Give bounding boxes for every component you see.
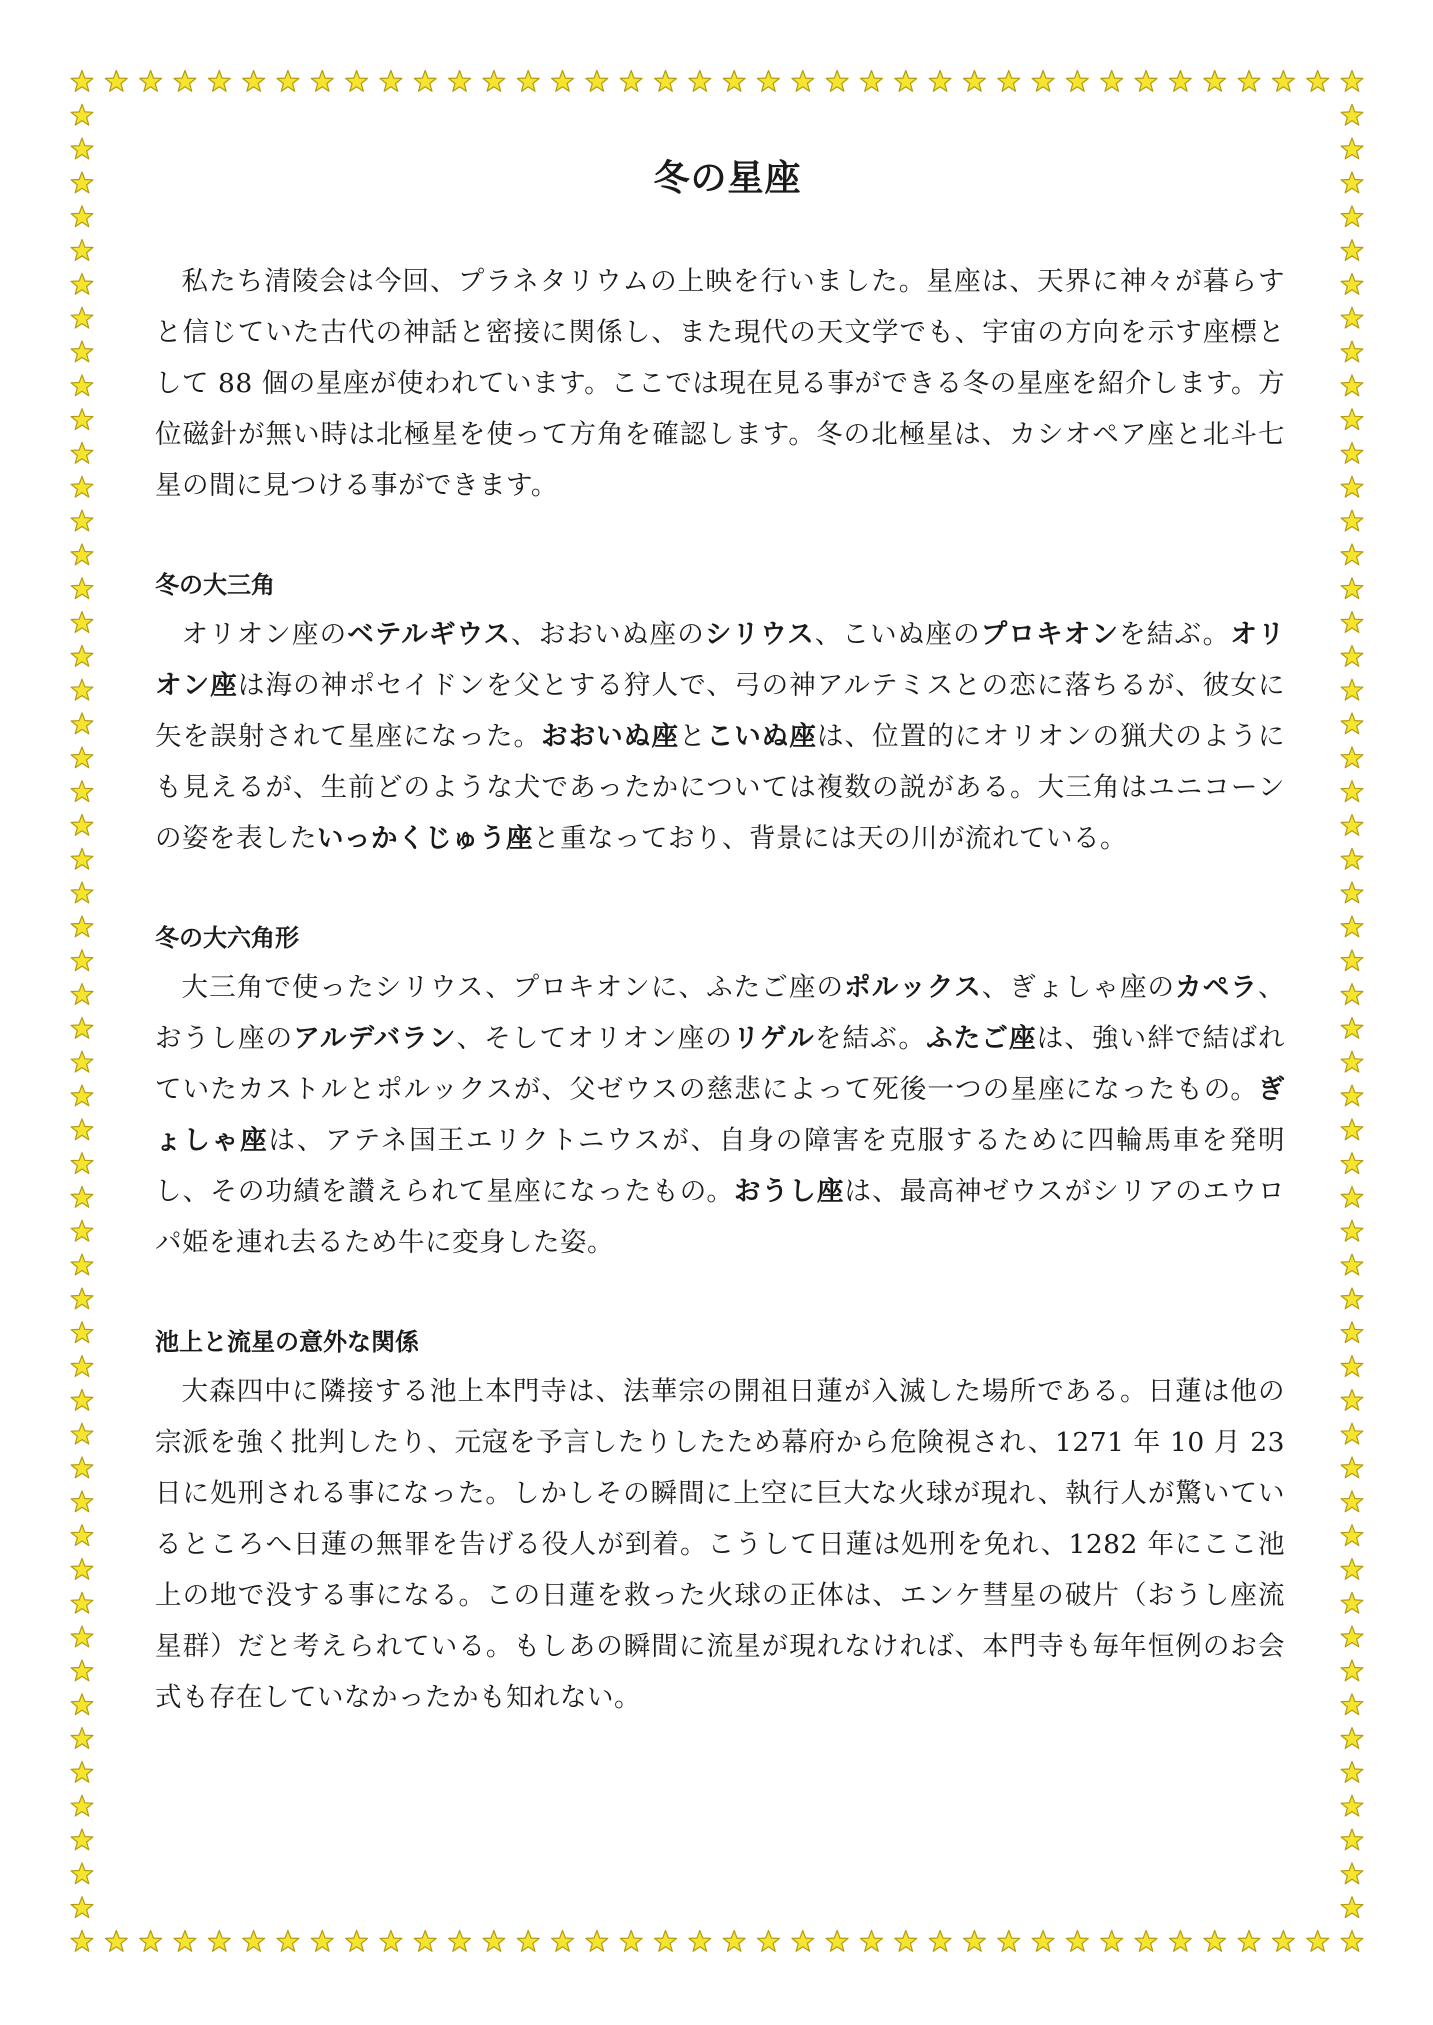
star-icon [346, 71, 368, 92]
star-icon [1341, 984, 1363, 1005]
star-icon [71, 1322, 93, 1343]
star-icon [1341, 1389, 1363, 1410]
star-icon [1341, 1322, 1363, 1343]
star-icon [1032, 1931, 1054, 1952]
intro-paragraph: 私たち清陵会は今回、プラネタリウムの上映を行いました。星座は、天界に神々が暮らすと信じていた古代の神話と密接に関係し、また現代の天文学でも、宇宙の方向を示す座標として 88 個の星座が使われています。ここでは現在見る事ができる冬の星座を紹介します。方位磁針が無い時は北極星を使って方角を確認します。冬の北極星は、カシオペア座と北斗七星の間に見つける事ができます。 [155, 266, 1285, 501]
star-icon [1341, 1863, 1363, 1884]
section-body [155, 962, 1285, 1268]
star-icon [1341, 375, 1363, 396]
star-icon [71, 1389, 93, 1410]
star-icon [792, 1931, 814, 1952]
star-icon [71, 1051, 93, 1072]
star-icon [105, 1931, 127, 1952]
star-icon [71, 848, 93, 869]
section-winter-triangle [155, 563, 1285, 864]
page-title: 冬の星座 [653, 158, 802, 199]
emphasized-term: シリウス [704, 619, 815, 650]
star-icon [1341, 713, 1363, 734]
star-icon [71, 916, 93, 937]
star-icon [1341, 1085, 1363, 1106]
star-icon [1341, 1626, 1363, 1647]
text-run: は、最高神ゼウスがシリアのエウロパ姫を連れ去るため牛に変身した姿。 [155, 1176, 1285, 1258]
star-icon [71, 1795, 93, 1816]
star-icon [517, 71, 539, 92]
star-icon [71, 1592, 93, 1613]
star-icon [1341, 1897, 1363, 1918]
star-icon [449, 71, 471, 92]
star-icon [758, 71, 780, 92]
star-icon [1032, 71, 1054, 92]
star-icon [71, 341, 93, 362]
star-icon [552, 71, 574, 92]
section-body [155, 1366, 1285, 1723]
text-run: を結ぶ。 [1119, 619, 1231, 650]
star-icon [71, 104, 93, 125]
star-icon [1341, 544, 1363, 565]
star-icon [71, 1187, 93, 1208]
star-icon [174, 71, 196, 92]
star-icon [105, 71, 127, 92]
emphasized-term: カペラ [1175, 972, 1258, 1003]
star-icon [1307, 71, 1329, 92]
star-icon [1341, 510, 1363, 531]
star-icon [71, 476, 93, 497]
star-icon [1341, 71, 1363, 92]
star-icon [71, 1017, 93, 1038]
star-icon [71, 138, 93, 159]
emphasized-term: オリオン座 [155, 619, 1286, 701]
star-icon [1341, 1829, 1363, 1850]
text-run: と [679, 721, 707, 752]
star-icon [1341, 882, 1363, 903]
star-icon [346, 1931, 368, 1952]
star-icon [723, 71, 745, 92]
star-icon [1341, 1795, 1363, 1816]
star-icon [1341, 104, 1363, 125]
star-icon [1341, 1592, 1363, 1613]
star-icon [861, 1931, 883, 1952]
star-icon [1341, 1660, 1363, 1681]
star-icon [1341, 307, 1363, 328]
star-icon [1341, 1931, 1363, 1952]
star-icon [1101, 71, 1123, 92]
star-icon [71, 984, 93, 1005]
star-icon [71, 273, 93, 294]
emphasized-term: いっかくじゅう座 [317, 823, 533, 854]
star-icon [71, 578, 93, 599]
star-icon [1341, 1728, 1363, 1749]
star-icon [1341, 476, 1363, 497]
star-icon [208, 71, 230, 92]
star-icon [71, 1220, 93, 1241]
star-icon [380, 71, 402, 92]
star-icon [140, 1931, 162, 1952]
star-icon [243, 71, 265, 92]
star-icon [71, 544, 93, 565]
star-icon [71, 1525, 93, 1546]
star-icon [1135, 1931, 1157, 1952]
star-icon [1169, 71, 1191, 92]
star-icon [71, 781, 93, 802]
star-icon [243, 1931, 265, 1952]
star-icon [964, 1931, 986, 1952]
star-icon [655, 1931, 677, 1952]
star-icon [861, 71, 883, 92]
star-icon [1238, 71, 1260, 92]
star-icon [71, 1457, 93, 1478]
star-icon [929, 1931, 951, 1952]
star-icon [998, 1931, 1020, 1952]
star-icon [414, 71, 436, 92]
emphasized-term: リゲル [732, 1023, 815, 1054]
star-icon [826, 1931, 848, 1952]
star-icon [71, 645, 93, 666]
star-icon [1341, 1017, 1363, 1038]
star-icon [1341, 679, 1363, 700]
star-icon [71, 1288, 93, 1309]
star-icon [826, 71, 848, 92]
star-icon [71, 1931, 93, 1952]
text-run: 、おおいぬ座の [511, 619, 705, 650]
star-icon [895, 1931, 917, 1952]
emphasized-term: ぎょしゃ座 [155, 1074, 1285, 1156]
star-icon [71, 510, 93, 531]
star-icon [1204, 71, 1226, 92]
star-icon [1341, 747, 1363, 768]
star-icon [689, 71, 711, 92]
star-icon [1341, 1559, 1363, 1580]
star-icon [1341, 1187, 1363, 1208]
star-icon [380, 1931, 402, 1952]
section-ikegami-meteor [155, 1320, 1285, 1723]
star-icon [71, 1897, 93, 1918]
text-run: を結ぶ。 [814, 1023, 927, 1054]
star-icon [311, 71, 333, 92]
star-icon [71, 882, 93, 903]
star-icon [71, 1254, 93, 1275]
text-run: は、位置的にオリオンの猟犬のようにも見えるが、生前どのような犬であったかについては複数の説がある。大三角はユニコーンの姿を表した [155, 721, 1286, 854]
text-run: は、強い絆で結ばれていたカストルとポルックスが、父ゼウスの慈悲によって死後一つの星座になったもの。 [155, 1023, 1285, 1105]
star-icon [140, 71, 162, 92]
emphasized-term: おおいぬ座 [541, 721, 680, 752]
star-icon [71, 307, 93, 328]
star-icon [1341, 645, 1363, 666]
star-icon [1341, 1254, 1363, 1275]
star-icon [71, 172, 93, 193]
text-run: 大三角で使ったシリウス、プロキオンに、ふたご座の [181, 972, 845, 1003]
star-icon [277, 1931, 299, 1952]
star-icon [586, 1931, 608, 1952]
star-icon [620, 71, 642, 92]
text-run: 大森四中に隣接する池上本門寺は、法華宗の開祖日蓮が入滅した場所である。日蓮は他の宗派を強く批判したり、元寇を予言したりしたため幕府から危険視され、1271 年 10 月 23 日に処刑される事になった。しかしその瞬間に上空に巨大な火球が現れ、執行人が驚いているところへ日蓮の無罪を告げる役人が到着。こうして日蓮は処刑を免れ、1282 年にここ池上の地で没する事になる。この日蓮を救った火球の正体は、エンケ彗星の破片（おうし座流星群）だと考えられている。もしあの瞬間に流星が現れなければ、本門寺も毎年恒例のお会式も存在していなかったかも知れない。 [155, 1376, 1285, 1713]
star-icon [1341, 273, 1363, 294]
star-icon [1341, 848, 1363, 869]
star-icon [1341, 1153, 1363, 1174]
star-icon [1204, 1931, 1226, 1952]
star-icon [1272, 71, 1294, 92]
star-icon [1341, 1694, 1363, 1715]
star-icon [71, 1153, 93, 1174]
star-icon [71, 1829, 93, 1850]
star-icon [483, 1931, 505, 1952]
emphasized-term: ベテルギウス [347, 619, 512, 650]
document-content [155, 150, 1285, 1723]
star-icon [1272, 1931, 1294, 1952]
text-run: 、おうし座の [155, 972, 1285, 1054]
star-icon [449, 1931, 471, 1952]
text-run: 、ぎょしゃ座の [981, 972, 1176, 1003]
emphasized-term: アルデバラン [293, 1023, 457, 1054]
text-run: 、こいぬ座の [814, 619, 981, 650]
star-icon [1341, 1288, 1363, 1309]
star-icon [1341, 1051, 1363, 1072]
star-icon [998, 71, 1020, 92]
star-icon [1341, 206, 1363, 227]
star-icon [1169, 1931, 1191, 1952]
star-icon [1341, 950, 1363, 971]
star-icon [792, 71, 814, 92]
section-body [155, 609, 1285, 864]
star-icon [71, 1660, 93, 1681]
text-run: 、そしてオリオン座の [456, 1023, 733, 1054]
section-heading: 冬の大六角形 [155, 924, 299, 952]
star-icon [71, 815, 93, 836]
star-icon [1341, 1457, 1363, 1478]
star-icon [1238, 1931, 1260, 1952]
star-icon [71, 1728, 93, 1749]
star-icon [1341, 612, 1363, 633]
star-icon [71, 1491, 93, 1512]
star-icon [71, 1761, 93, 1782]
star-icon [1341, 578, 1363, 599]
emphasized-term: ふたご座 [926, 1023, 1037, 1054]
star-icon [1135, 71, 1157, 92]
star-icon [71, 1626, 93, 1647]
text-run: は海の神ポセイドンを父とする狩人で、弓の神アルテミスとの恋に落ちるが、彼女に矢を誤射されて星座になった。 [155, 670, 1285, 752]
star-icon [1341, 1761, 1363, 1782]
star-icon [71, 1119, 93, 1140]
star-icon [71, 71, 93, 92]
star-icon [1341, 1525, 1363, 1546]
star-icon [208, 1931, 230, 1952]
star-icon [1341, 409, 1363, 430]
star-icon [71, 409, 93, 430]
star-icon [1341, 1220, 1363, 1241]
star-icon [71, 1423, 93, 1444]
star-icon [71, 713, 93, 734]
emphasized-term: こいぬ座 [706, 721, 817, 752]
star-icon [1341, 1119, 1363, 1140]
star-icon [71, 747, 93, 768]
section-winter-hexagon [155, 916, 1285, 1268]
star-icon [311, 1931, 333, 1952]
star-icon [71, 1356, 93, 1377]
star-icon [552, 1931, 574, 1952]
emphasized-term: プロキオン [980, 619, 1120, 650]
star-icon [1341, 240, 1363, 261]
star-icon [71, 443, 93, 464]
star-icon [414, 1931, 436, 1952]
star-icon [1067, 1931, 1089, 1952]
star-icon [1341, 1423, 1363, 1444]
star-icon [71, 612, 93, 633]
star-icon [1101, 1931, 1123, 1952]
star-icon [723, 1931, 745, 1952]
star-icon [71, 950, 93, 971]
text-run: と重なっており、背景には天の川が流れている。 [533, 823, 1127, 854]
star-icon [71, 1863, 93, 1884]
star-icon [71, 1085, 93, 1106]
star-icon [71, 1694, 93, 1715]
star-icon [1341, 341, 1363, 362]
star-icon [1341, 443, 1363, 464]
star-icon [586, 71, 608, 92]
star-icon [964, 71, 986, 92]
star-icon [758, 1931, 780, 1952]
star-icon [71, 375, 93, 396]
star-icon [483, 71, 505, 92]
star-icon [655, 71, 677, 92]
emphasized-term: おうし座 [733, 1176, 845, 1207]
star-icon [517, 1931, 539, 1952]
star-icon [71, 240, 93, 261]
star-icon [1341, 1491, 1363, 1512]
star-icon [174, 1931, 196, 1952]
star-icon [1341, 815, 1363, 836]
star-icon [620, 1931, 642, 1952]
star-icon [1341, 172, 1363, 193]
star-icon [71, 679, 93, 700]
star-icon [895, 71, 917, 92]
star-icon [1307, 1931, 1329, 1952]
star-icon [929, 71, 951, 92]
emphasized-term: ポルックス [844, 972, 982, 1003]
star-icon [1341, 1356, 1363, 1377]
star-icon [1341, 138, 1363, 159]
section-heading: 池上と流星の意外な関係 [155, 1328, 419, 1356]
text-run: オリオン座の [181, 619, 348, 650]
text-run: は、アテネ国王エリクトニウスが、自身の障害を克服するために四輪馬車を発明し、その功績を讃えられて星座になったもの。 [155, 1125, 1285, 1207]
section-heading: 冬の大三角 [155, 571, 275, 599]
star-icon [689, 1931, 711, 1952]
star-icon [71, 1559, 93, 1580]
star-icon [1341, 916, 1363, 937]
star-icon [1067, 71, 1089, 92]
star-icon [71, 206, 93, 227]
star-icon [277, 71, 299, 92]
star-icon [1341, 781, 1363, 802]
